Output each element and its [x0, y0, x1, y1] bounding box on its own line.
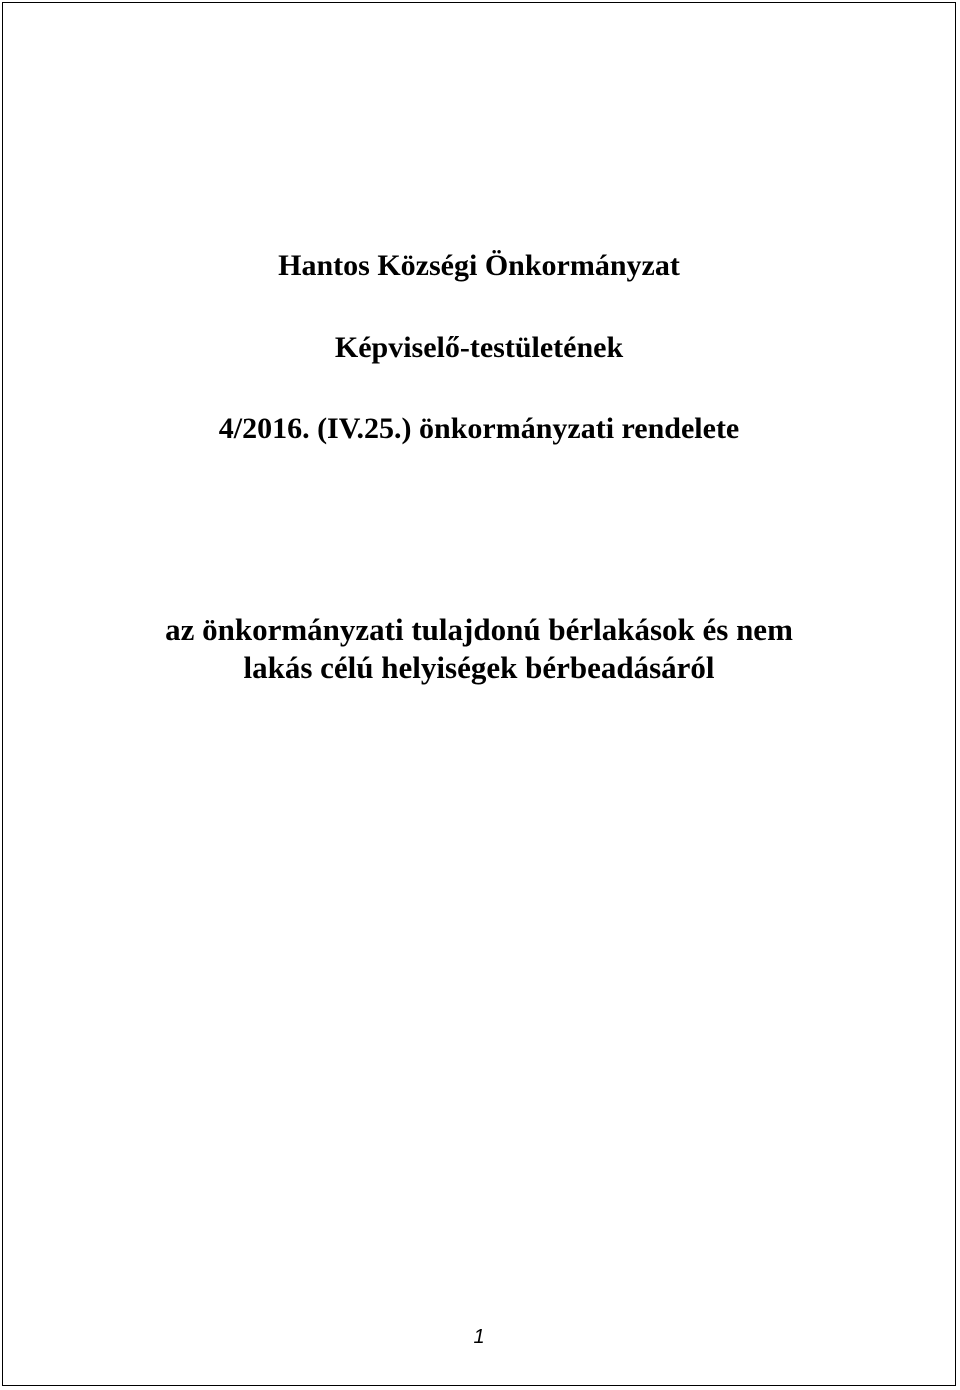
regulation-number: 4/2016. (IV.25.) önkormányzati rendelete [218, 412, 740, 445]
council-name: Képviselő-testületének [334, 331, 624, 364]
document-page [2, 2, 956, 1386]
page-number: 1 [473, 1326, 485, 1348]
regulation-subject-line-1: az önkormányzati tulajdonú bérlakások és nem [165, 612, 793, 647]
regulation-subject-line-2: lakás célú helyiségek bérbeadásáról [243, 650, 715, 685]
municipality-name: Hantos Községi Önkormányzat [278, 249, 680, 282]
